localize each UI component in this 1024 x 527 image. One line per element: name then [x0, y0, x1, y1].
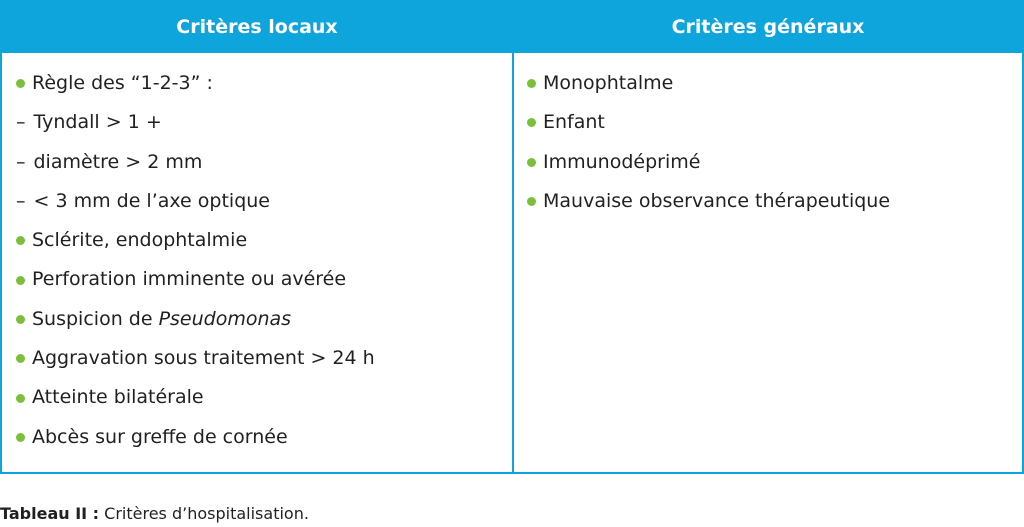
green-dot-icon — [16, 315, 25, 324]
list-item — [527, 143, 890, 182]
list-item-text: Abcès sur greffe de cornée — [32, 425, 288, 448]
list-item — [16, 378, 375, 417]
list-item — [16, 64, 375, 103]
list-item-text: diamètre > 2 mm — [33, 150, 203, 173]
list-item — [16, 300, 375, 339]
column-divider — [512, 2, 514, 472]
list-item-text: Aggravation sous traitement > 24 h — [32, 347, 375, 370]
table-caption — [0, 504, 309, 524]
dash-marker: – — [16, 189, 26, 212]
header-general-criteria: Critères généraux — [671, 16, 865, 38]
caption-label: Tableau II : — [0, 504, 100, 523]
list-item-text: Enfant — [543, 111, 605, 134]
list-item — [16, 418, 375, 457]
list-item — [16, 182, 375, 221]
list-item-text: Suspicion de — [32, 307, 159, 330]
header-local-criteria: Critères locaux — [176, 16, 338, 38]
caption-text: Critères d’hospitalisation. — [99, 504, 309, 523]
list-item-text: < 3 mm de l’axe optique — [33, 189, 270, 212]
list-item — [16, 339, 375, 378]
list-item-italic-text: Pseudomonas — [158, 307, 292, 330]
green-dot-icon — [527, 79, 536, 88]
green-dot-icon — [527, 197, 536, 206]
dash-marker: – — [16, 150, 26, 173]
list-item-text: Tyndall > 1 + — [33, 111, 162, 134]
list-item — [527, 182, 890, 221]
list-item-text: Immunodéprimé — [543, 150, 701, 173]
list-item — [527, 64, 890, 103]
list-item — [527, 103, 890, 142]
green-dot-icon — [16, 354, 25, 363]
list-item — [16, 103, 375, 142]
list-item-text: Atteinte bilatérale — [32, 386, 204, 409]
list-item — [16, 260, 375, 299]
green-dot-icon — [16, 433, 25, 442]
general-criteria-list — [527, 64, 890, 221]
green-dot-icon — [527, 118, 536, 127]
dash-marker: – — [16, 111, 26, 134]
list-item-text: Mauvaise observance thérapeutique — [543, 189, 891, 212]
list-item-text: Perforation imminente ou avérée — [32, 268, 347, 291]
local-criteria-list — [16, 64, 375, 457]
green-dot-icon — [16, 236, 25, 245]
list-item-text: Règle des “1-2-3” : — [32, 72, 213, 94]
green-dot-icon — [16, 394, 25, 403]
green-dot-icon — [16, 79, 25, 88]
list-item-text: Sclérite, endophtalmie — [32, 229, 248, 252]
green-dot-icon — [527, 158, 536, 167]
green-dot-icon — [16, 276, 25, 285]
list-item-text: Monophtalme — [543, 72, 674, 94]
list-item — [16, 221, 375, 260]
list-item — [16, 143, 375, 182]
